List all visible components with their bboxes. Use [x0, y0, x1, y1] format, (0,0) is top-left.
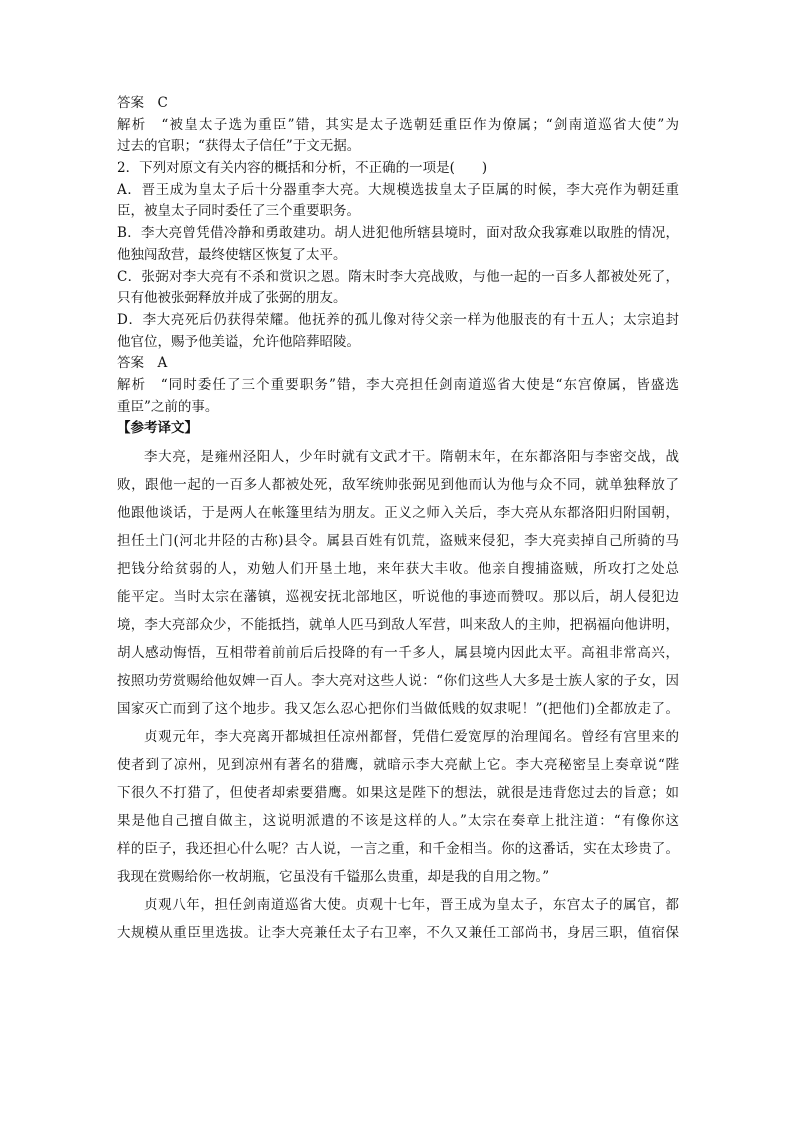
paragraph-line: 大规模从重臣里选拔。让李大亮兼任太子右卫率，不久又兼任工部尚书，身居三职，值宿保 [117, 925, 679, 941]
answer-line: 答案 A [117, 355, 168, 372]
translation-paragraph-3 [117, 891, 679, 947]
paragraph-line: 按照功劳赏赐给他奴婢一百人。李大亮对这些人说：“你们这些人大多是士族人家的子女，因 [117, 673, 679, 689]
paragraph-line: 样的臣子，我还担心什么呢？古人说，一言之重，和千金相当。你的这番话，实在太珍贵了。 [117, 841, 679, 857]
paragraph-line: 贞观元年，李大亮离开都城担任凉州都督，凭借仁爱宽厚的治理闻名。曾经有宫里来的 [144, 729, 679, 745]
question-stem: 2．下列对原文有关内容的概括和分析，不正确的一项是( ) [117, 160, 488, 177]
translation-paragraph-1 [117, 443, 679, 723]
option-b-continued: 他独闯敌营，最终使辖区恢复了太平。 [117, 246, 347, 263]
paragraph-line: 使者到了凉州，见到凉州有著名的猎鹰，就暗示李大亮献上它。李大亮秘密呈上奏章说“陛 [117, 757, 679, 773]
option-c-continued: 只有他被张弼释放并成了张弼的朋友。 [117, 290, 347, 307]
analysis-line: 解析 “被皇太子选为重臣”错，其实是太子选朝廷重臣作为僚属；“剑南道巡省大使”为 [117, 116, 679, 133]
paragraph-line: 把钱分给贫弱的人，劝勉人们开垦土地，来年获大丰收。他亲自搜捕盗贼，所攻打之处总 [117, 561, 679, 577]
answer-line: 答案 C [117, 95, 168, 111]
option-c: C．张弼对李大亮有不杀和赏识之恩。隋末时李大亮战败，与他一起的一百多人都被处死了， [117, 268, 679, 285]
translation-heading: 【参考译文】 [117, 420, 198, 437]
option-b: B．李大亮曾凭借冷静和勇敢建功。胡人进犯他所辖县境时，面对敌众我寡难以取胜的情况， [117, 225, 679, 242]
paragraph-line: 果是他自己擅自做主，这说明派遣的不该是这样的人。”太宗在奏章上批注道：“有像你这 [117, 813, 679, 829]
analysis-line: 重臣”之前的事。 [117, 398, 219, 415]
paragraph-line: 下很久不打猎了，但使者却索要猎鹰。如果这是陛下的想法，就很是违背您过去的旨意；如 [117, 785, 679, 801]
analysis-line: 解析 “同时委任了三个重要职务”错，李大亮担任剑南道巡省大使是“东宫僚属，皆盛选 [117, 376, 679, 393]
option-d: D．李大亮死后仍获得荣耀。他抚养的孤儿像对待父亲一样为他服丧的有十五人；太宗追封 [117, 311, 679, 328]
paragraph-line: 担任土门(河北井陉的古称)县令。属县百姓有饥荒，盗贼来侵犯，李大亮卖掉自己所骑的马 [117, 533, 679, 549]
paragraph-line: 他跟他谈话，于是两人在帐篷里结为朋友。正义之师入关后，李大亮从东都洛阳归附国朝， [117, 505, 679, 521]
paragraph-line: 能平定。当时太宗在藩镇，巡视安抚北部地区，听说他的事迹而赞叹。那以后，胡人侵犯边 [117, 589, 679, 605]
analysis-line: 过去的官职；“获得太子信任”于文无据。 [117, 138, 361, 155]
paragraph-line: 国家灭亡而到了这个地步。我又怎么忍心把你们当做低贱的奴隶呢！”(把他们)全都放走了。 [117, 701, 679, 717]
option-a-continued: 臣，被皇太子同时委任了三个重要职务。 [117, 203, 360, 220]
option-d-continued: 他官位，赐予他美谥，允许他陪葬昭陵。 [117, 333, 360, 350]
translation-paragraph-2 [117, 723, 679, 891]
document-page [117, 93, 679, 947]
paragraph-line: 贞观八年，担任剑南道巡省大使。贞观十七年，晋王成为皇太子，东宫太子的属官，都 [144, 897, 679, 913]
paragraph-line: 境，李大亮部众少，不能抵挡，就单人匹马到敌人军营，叫来敌人的主帅，把祸福向他讲明， [117, 617, 679, 633]
paragraph-line: 我现在赏赐给你一枚胡瓶，它虽没有千镒那么贵重，却是我的自用之物。” [117, 869, 550, 885]
paragraph-line: 败，跟他一起的一百多人都被处死，敌军统帅张弼见到他而认为他与众不同，就单独释放了 [117, 477, 679, 493]
option-a: A．晋王成为皇太子后十分器重李大亮。大规模选拔皇太子臣属的时候，李大亮作为朝廷重 [117, 181, 679, 198]
paragraph-line: 李大亮，是雍州泾阳人，少年时就有文武才干。隋朝末年，在东都洛阳与李密交战，战 [144, 449, 679, 465]
paragraph-line: 胡人感动悔悟，互相带着前前后后投降的有一千多人，属县境内因此太平。高祖非常高兴， [117, 645, 679, 661]
